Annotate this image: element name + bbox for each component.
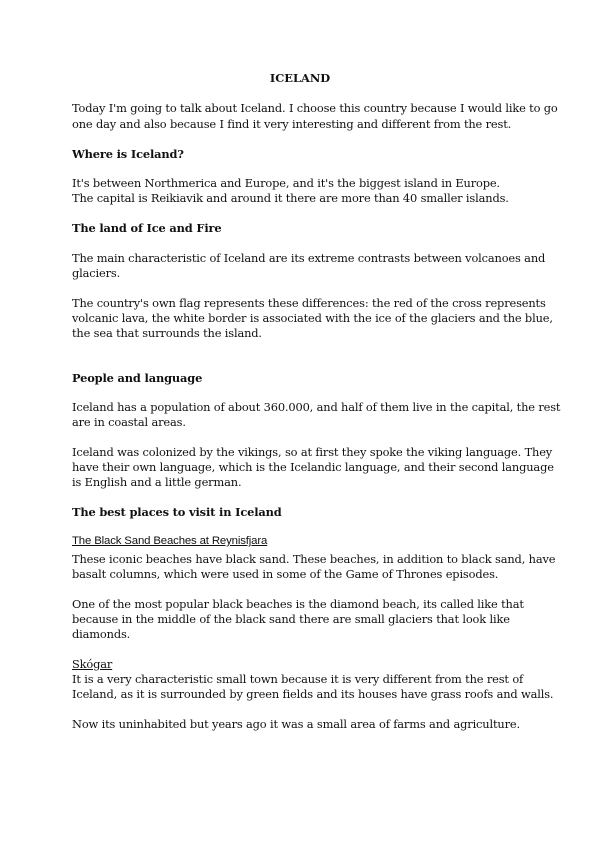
paragraph-line: diamonds. [72,627,131,641]
paragraph-line: are in coastal areas. [72,415,186,429]
paragraph-line: The main characteristic of Iceland are its extreme contrasts between volcanoes and [72,251,546,265]
paragraph-line: the sea that surrounds the island. [72,326,262,340]
paragraph-line: basalt columns, which were used in some of the Game of Thrones episodes. [72,567,499,581]
paragraph-line: volcanic lava, the white border is associated with the ice of the glaciers and the blue, [72,311,553,325]
heading-where-is-iceland: Where is Iceland? [72,147,184,161]
paragraph-line: These iconic beaches have black sand. These beaches, in addition to black sand, have [72,552,556,566]
document-title: ICELAND [269,71,331,85]
subheading-black-sand-beaches: The Black Sand Beaches at Reynisfjara [72,535,268,547]
intro-line: one day and also because I find it very interesting and different from the rest. [72,117,512,131]
paragraph-line: It is a very characteristic small town because it is very different from the rest of [72,672,524,686]
paragraph-line: is English and a little german. [72,475,242,489]
subheading-skogar: Skógar [72,657,113,671]
paragraph-line: Iceland has a population of about 360.000, and half of them live in the capital, the rest [72,400,561,414]
paragraph-line: Iceland was colonized by the vikings, so at first they spoke the viking language. They [72,445,553,459]
paragraph-line: glaciers. [72,266,121,280]
paragraph-line: have their own language, which is the Icelandic language, and their second language [72,460,554,474]
paragraph-line: The capital is Reikiavik and around it there are more than 40 smaller islands. [72,191,509,205]
paragraph-line: It's between Northmerica and Europe, and it's the biggest island in Europe. [72,176,500,190]
heading-ice-and-fire: The land of Ice and Fire [72,221,222,235]
paragraph-line: One of the most popular black beaches is the diamond beach, its called like that [72,597,524,611]
paragraph-line: Iceland, as it is surrounded by green fields and its houses have grass roofs and walls. [72,687,554,701]
paragraph-line: The country's own flag represents these differences: the red of the cross represents [72,296,546,310]
heading-best-places: The best places to visit in Iceland [72,505,282,519]
paragraph-line: Now its uninhabited but years ago it was a small area of farms and agriculture. [72,717,520,731]
paragraph-line: because in the middle of the black sand there are small glaciers that look like [72,612,510,626]
heading-people-and-language: People and language [72,371,203,385]
intro-line: Today I'm going to talk about Iceland. I choose this country because I would like to go [72,101,558,115]
